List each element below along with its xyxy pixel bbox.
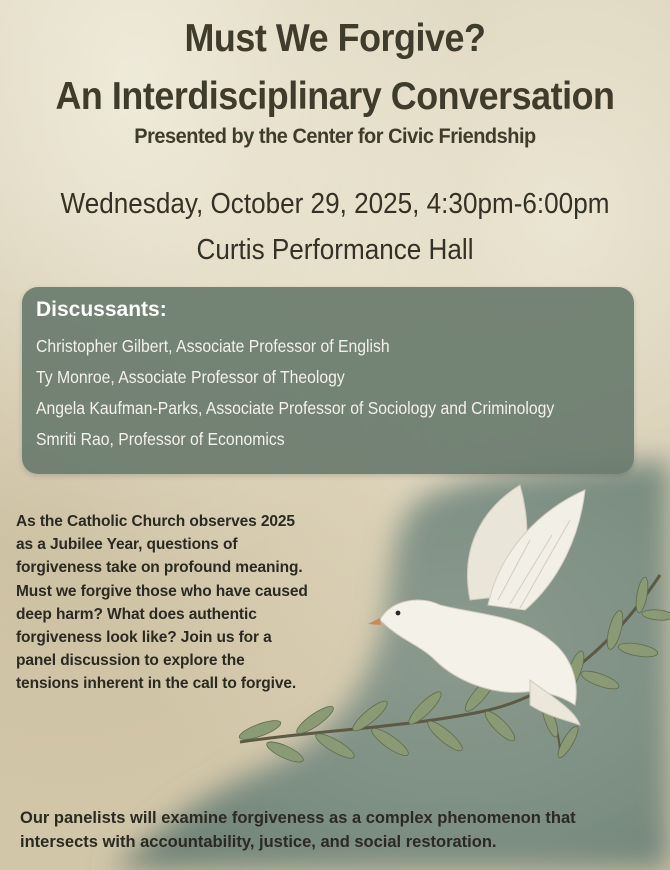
event-date-time: Wednesday, October 29, 2025, 4:30pm-6:00pm <box>60 188 610 220</box>
discussant-item: Smriti Rao, Professor of Economics <box>36 429 285 449</box>
discussant-item: Christopher Gilbert, Associate Professor of English <box>36 336 390 356</box>
discussant-item: Angela Kaufman-Parks, Associate Professor of Sociology and Criminology <box>36 398 555 418</box>
discussants-panel <box>22 287 634 474</box>
title-line-1: Must We Forgive? <box>184 17 486 60</box>
presenter-line: Presented by the Center for Civic Friendship <box>134 125 536 148</box>
discussants-heading: Discussants: <box>36 298 167 321</box>
intro-paragraph: As the Catholic Church observes 2025 as a Jubilee Year, questions of forgiveness take on profound meaning. Must we forgive those who have caused deep harm? What does authentic forgiveness look like? Join us for a panel discussion to explore the tensions inherent in the call to forgive. <box>16 513 308 693</box>
event-venue: Curtis Performance Hall <box>196 234 474 266</box>
title-line-2: An Interdisciplinary Conversation <box>55 75 615 118</box>
closing-paragraph: Our panelists will examine forgiveness as a complex phenomenon that intersects with accountability, justice, and social restoration. <box>20 809 576 851</box>
discussant-item: Ty Monroe, Associate Professor of Theology <box>36 367 345 387</box>
discussant-list <box>36 331 612 455</box>
